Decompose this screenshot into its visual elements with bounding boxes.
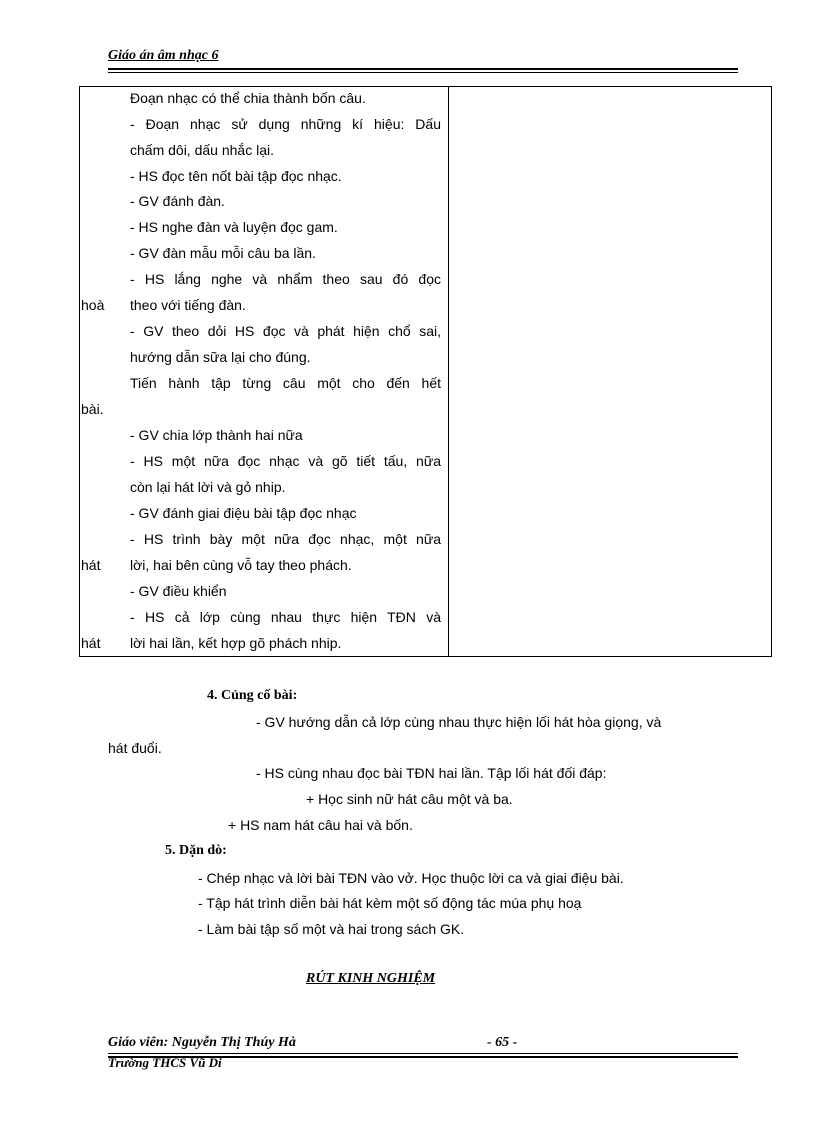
footer-teacher: Giáo viên: Nguyễn Thị Thúy Hà — [108, 1035, 296, 1050]
footer-school: Trường THCS Vũ Di — [108, 1055, 222, 1070]
section-4-line: + Học sinh nữ hát câu một và ba. — [306, 791, 513, 807]
table-column-divider — [448, 86, 449, 657]
table-line: - Đoạn nhạc sử dụng những kí hiệu: Dấu — [130, 116, 441, 132]
table-line: lời hai lần, kết hợp gõ phách nhip. — [130, 635, 342, 651]
table-line: chấm dôi, dấu nhắc lại. — [130, 142, 274, 158]
margin-word-bai: bài. — [81, 401, 104, 417]
table-line: hướng dẫn sữa lại cho đúng. — [130, 349, 311, 365]
section-4-line: - GV hướng dẫn cả lớp cùng nhau thực hiện lối hát hòa giọng, và — [256, 714, 662, 730]
table-line: theo với tiếng đàn. — [130, 297, 246, 313]
table-line: - GV đánh đàn. — [130, 193, 225, 209]
table-line: - GV đàn mẫu mỗi câu ba lần. — [130, 245, 316, 261]
table-line: - HS trình bày một nữa đọc nhạc, một nữa — [130, 531, 441, 547]
margin-word-hat: hát — [81, 635, 101, 651]
table-line: - HS cả lớp cùng nhau thực hiện TĐN và — [130, 609, 441, 625]
table-line: - GV đánh giai điệu bài tập đọc nhạc — [130, 505, 357, 521]
section-5-heading: 5. Dặn dò: — [165, 843, 227, 858]
section-5-item: - Làm bài tập số một và hai trong sách GK. — [198, 921, 465, 937]
section-5-item: - Chép nhạc và lời bài TĐN vào vở. Học thuộc lời ca và giai điệu bài. — [198, 870, 624, 886]
section-5-item: - Tập hát trình diễn bài hát kèm một số động tác múa phụ hoạ — [198, 895, 582, 911]
margin-word-hoa: hoà — [81, 297, 105, 313]
footer-rule-thin — [108, 1053, 738, 1054]
document-header-title: Giáo án âm nhạc 6 — [108, 48, 219, 63]
table-line: - HS nghe đàn và luyện đọc gam. — [130, 219, 338, 235]
section-4-line: - HS cùng nhau đọc bài TĐN hai lần. Tập lối hát đối đáp: — [256, 765, 607, 781]
rut-kinh-nghiem-heading: RÚT KINH NGHIỆM — [306, 971, 436, 986]
table-line: còn lại hát lời và gỏ nhip. — [130, 479, 286, 495]
section-4-line: hát đuổi. — [108, 740, 162, 756]
header-rule-thin — [108, 72, 738, 73]
table-line: lời, hai bên cùng vỗ tay theo phách. — [130, 557, 352, 573]
table-line: - GV điều khiển — [130, 583, 227, 599]
table-line: Đoạn nhạc có thể chia thành bốn câu. — [130, 90, 366, 106]
section-4-heading: 4. Củng cố bài: — [207, 688, 298, 703]
table-line: Tiến hành tập từng câu một cho đến hết — [130, 375, 441, 391]
section-4-line: + HS nam hát câu hai và bốn. — [228, 817, 413, 833]
header-rule-thick — [108, 68, 738, 70]
table-line: - GV chia lớp thành hai nữa — [130, 427, 303, 443]
footer-page-number: - 65 - — [487, 1035, 518, 1050]
table-line: - HS lắng nghe và nhẩm theo sau đó đọc — [130, 271, 441, 287]
table-line: - HS một nữa đọc nhạc và gõ tiết tấu, nữa — [130, 453, 441, 469]
table-line: - HS đọc tên nốt bài tập đọc nhạc. — [130, 168, 342, 184]
table-line: - GV theo dỏi HS đọc và phát hiện chổ sai, — [130, 323, 441, 339]
margin-word-hat: hát — [81, 557, 101, 573]
